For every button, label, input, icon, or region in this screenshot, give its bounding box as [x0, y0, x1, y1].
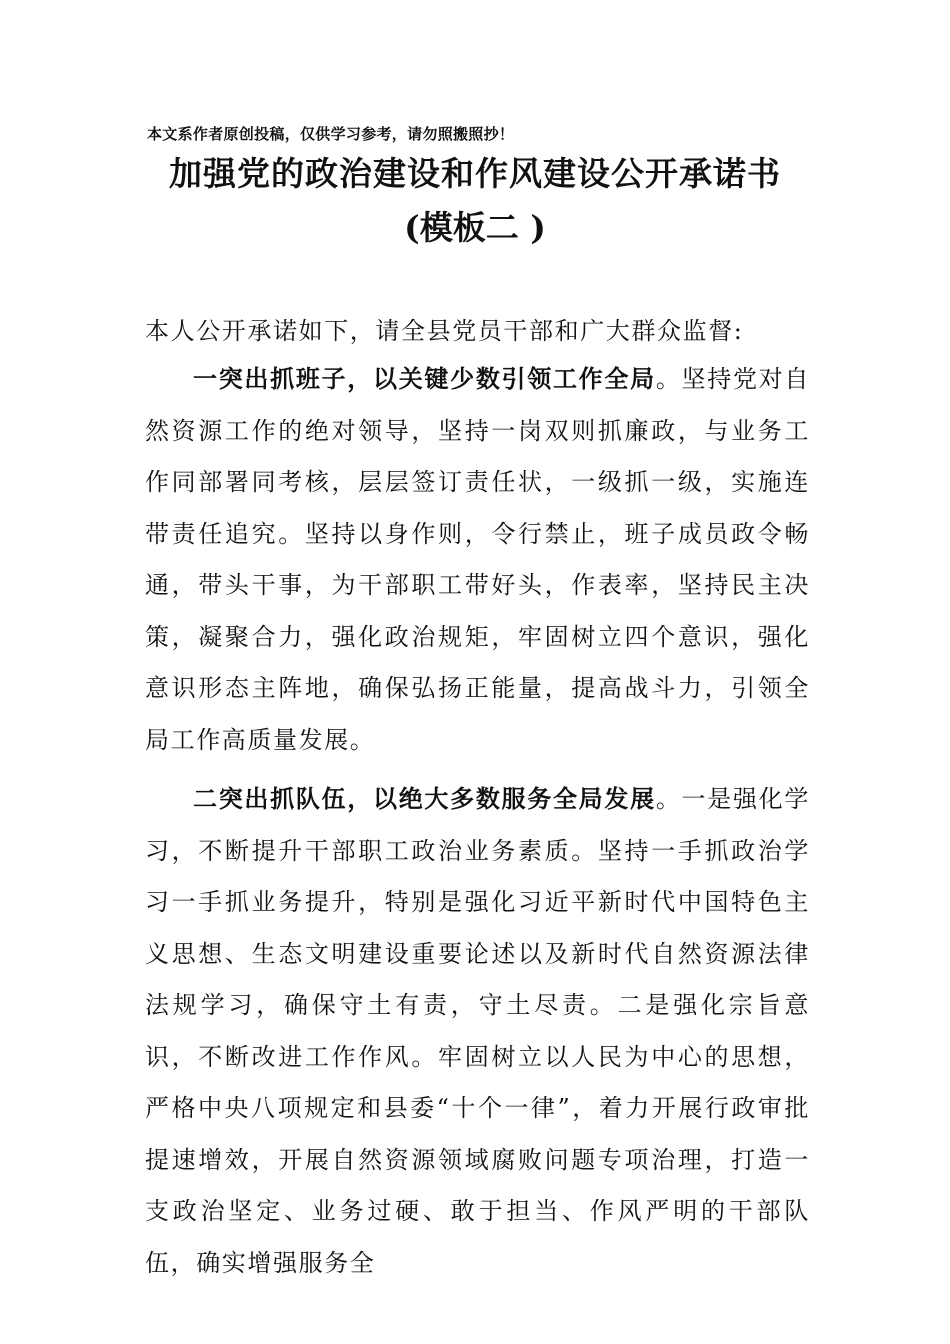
copyright-notice: 本文系作者原创投稿，仅供学习参考，请勿照搬照抄！: [147, 125, 515, 143]
paragraph-2-body: 。一是强化学习，不断提升干部职工政治业务素质。坚持一手抓政治学习一手抓业务提升，特别是强化习近平新时代中国特色主义思想、生态文明建设重要论述以及新时代自然资源法律法规学习，确保守土有责，守土尽责。二是强化宗旨意识，不断改进工作作风。牢固树立以人民为中心的思想，严格中央八项规定和县委“十个一律”，着力开展行政审批提速增效，开展自然资源领域腐败问题专项治理，打造一支政治坚定、业务过硬、敢于担当、作风严明的干部队伍，确实增强服务全: [145, 785, 810, 1277]
paragraph-1-heading: 一突出抓班子，以关键少数引领工作全局: [193, 364, 656, 393]
document-subtitle: (模板二 ): [404, 208, 546, 247]
paragraph-2-heading: 二突出抓队伍，以绝大多数服务全局发展: [193, 784, 656, 813]
document-title: 加强党的政治建设和作风建设公开承诺书: [169, 154, 781, 193]
paragraph-2: [145, 773, 810, 1289]
paragraph-1: [145, 353, 810, 766]
intro-paragraph: 本人公开承诺如下，请全县党员干部和广大群众监督:: [145, 317, 744, 345]
paragraph-1-body: 。坚持党对自然资源工作的绝对领导，坚持一岗双则抓廉政，与业务工作同部署同考核，层层签订责任状，一级抓一级，实施连带责任追究。坚持以身作则，令行禁止，班子成员政令畅通，带头干事，为干部职工带好头，作表率，坚持民主决策，凝聚合力，强化政治规矩，牢固树立四个意识，强化意识形态主阵地，确保弘扬正能量，提高战斗力，引领全局工作高质量发展。: [145, 365, 810, 754]
